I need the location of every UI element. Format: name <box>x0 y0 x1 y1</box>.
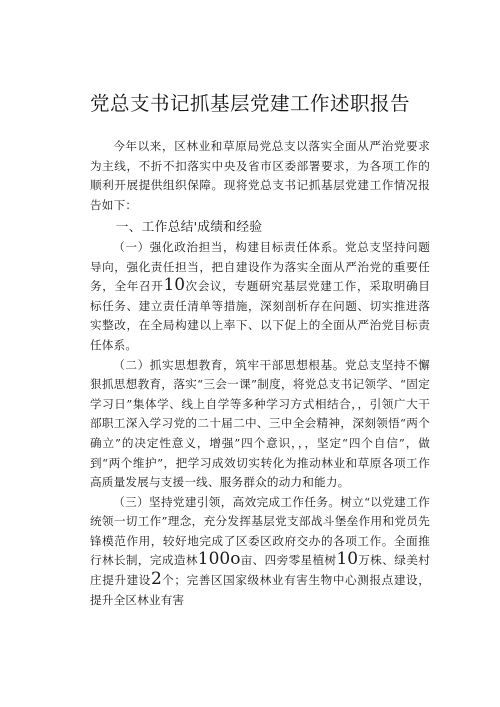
tree-number: 10 <box>336 549 359 570</box>
section-heading: 一、工作总结'成绩和经验 <box>115 220 263 236</box>
document-body <box>90 137 430 610</box>
document-title: 党总支书记抓基层党建工作述职报告 <box>89 92 410 115</box>
village-number: 2 <box>150 569 162 590</box>
paragraph-1: （一）强化政治担当，构建目标责任体系。党总支坚持问题导向，强化责任担当，把自建设作为落实全面从严治党的重要任务，全年召开10次会议，专题研究基层党建工作，采取明确目标任务、建立责任清单等措施，深刻剖析存在问题、切实推进落实整改，在全局构建以上率下、以下促上的全面从严治党目标责任体系。 <box>90 239 430 352</box>
intro-paragraph: 今年以来，区林业和草原局党总支以落实全面从严治党要求为主线，不折不扣落实中央及省市区委部署要求，为各项工作的顺利开展提供组织保障。现将党总支书记抓基层党建工作情况报告如下： <box>90 139 430 212</box>
paragraph-3: （三）坚持党建引领，高效完成工作任务。树立“以党建工作统领一切工作”理念，充分发挥基层党支部战斗堡垒作用和党员先锋模范作用，较好地完成了区委区政府交办的各项工作。全面推行林长制，完成造林100o亩、四旁零星植树10万株、绿美村庄提升建设2个；完善区国家级林业有害生物中心测报点建设，提升全区林业有害 <box>90 494 430 607</box>
afforestation-number: 100o <box>197 549 241 570</box>
meeting-count: 10 <box>163 275 186 296</box>
paragraph-2: （二）抓实思想教育，筑牢干部思想根基。党总支坚持不懈狠抓思想教育，落实“三会一课”制度，将党总支书记领学、“固定学习日”集体学、线上自学等多种学习方式相结合，，引领广大干部职工深入学习党的二十届二中、三中全会精神，深刻领悟“两个确立”的决定性意义，增强”四个意识，，，坚定“四个自信”，做到“两个维护”，把学习成效切实转化为推动林业和草原各项工作高质量发展与支援一线、服务群众的动力和能力。 <box>90 357 430 490</box>
